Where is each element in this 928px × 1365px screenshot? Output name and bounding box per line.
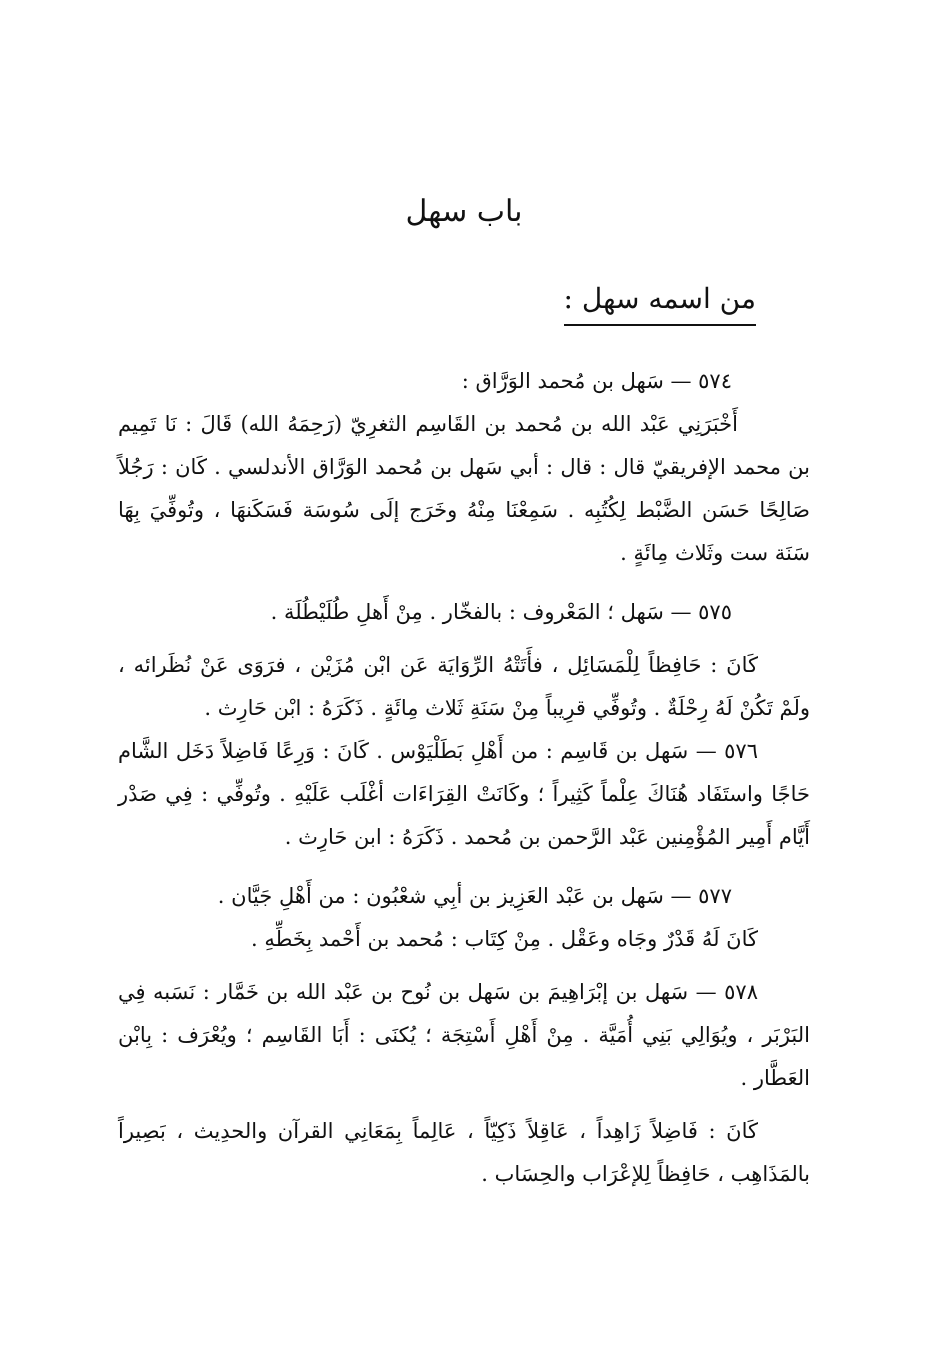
biography-entries bbox=[118, 360, 810, 1196]
entry-575-text: كَانَ : حَافِظاً لِلْمَسَائِل ، فأَتَتْهُ الرِّوَايَة عَن ابْن مُزَيْن ، فرَوَى عَنْ نُظَرائه ، ولَمْ تَكُنْ لَهُ رِحْلَةٌ . وتُوفِّي قرِيباً مِنْ سَنَةِ ثَلاث مِائَةٍ . ذَكَرَهُ : ابْن حَارِث . bbox=[118, 653, 810, 720]
section-heading: من اسمه سهل : bbox=[564, 278, 756, 326]
entry-574-text: أَخْبَرَنِي عَبْد الله بن مُحمد بن القَاسِم الثغرِيّ (رَحِمَهُ الله) قَالَ : نَا تَمِيم بن محمد الإفريقيّ قال : قال : أبي سَهل بن مُحمد الوَرَّاق الأندلسي . كَان : رَجُلاً صَالِحًا حَسَن الضَّبْط لِكُتُبِه . سَمِعْنَا مِنْهُ وخَرَج إلَى سُوسَة فَسَكَنهَا ، وتُوفِّيَ بِهَا سَنَة ست وثَلاث مِائَةٍ . bbox=[118, 412, 810, 565]
entry-577-text: كَانَ لَهُ قَدْرٌ وجَاه وعَقْل . مِنْ كِتَاب : مُحمد بن أَحْمد بِخَطِّهِ . bbox=[250, 927, 758, 951]
entry-574-heading: ٥٧٤ — سَهل بن مُحمد الوَرَّاق : bbox=[461, 369, 732, 393]
chapter-title: باب سهل bbox=[405, 194, 523, 229]
entry-576-text: ٥٧٦ — سَهل بن قَاسِم : من أَهْلِ بَطَلْيَوْس . كَانَ : وَرِعًا فَاضِلاً دَخَل الشَّام حَاجًا واستَفَاد هُنَاكَ عِلْماً كَثِيراً ؛ وكَانَتْ القِرَاءَات أغْلَب عَلَيْهِ . وتُوفِّي : فِي صَدْر أَيَّام أَمِير المُؤْمِنين عَبْد الرَّحمن بن مُحمد . ذَكَرَهُ : ابن حَارِث . bbox=[118, 739, 810, 849]
entry-575-heading: ٥٧٥ — سَهل ؛ المَعْروف : بالفخّار . مِنْ أَهلِ طُلَيْطُلَة . bbox=[270, 600, 732, 624]
entry-578-text: كَانَ : فَاضِلاً زَاهِداً ، عَاقِلاً ذَكِيّاً ، عَالِماً بِمَعَانِي القرآن والحدِيث ، بَصِيراً بالمَذَاهِب ، حَافِظاً لِلإعْرَاب والحِسَاب . bbox=[118, 1119, 810, 1186]
entry-578-heading: ٥٧٨ — سَهل بن إبْرَاهِيمَ بن سَهل بن نُوح بن عَبْد الله بن خَمَّار : نَسَبه فِي البَرْبَر ، ويُوَالِي بَنِي أُمَيَّة . مِنْ أَهْلِ أَسْتِجَة ؛ يُكنَى : أَبَا القَاسِم ؛ ويُعْرَف : بِابْن العَطَّار . bbox=[118, 980, 810, 1090]
entry-577-heading: ٥٧٧ — سَهل بن عَبْد العَزِيز بن أبِي شعْبُون : من أَهْلِ جَيَّان . bbox=[217, 884, 732, 908]
